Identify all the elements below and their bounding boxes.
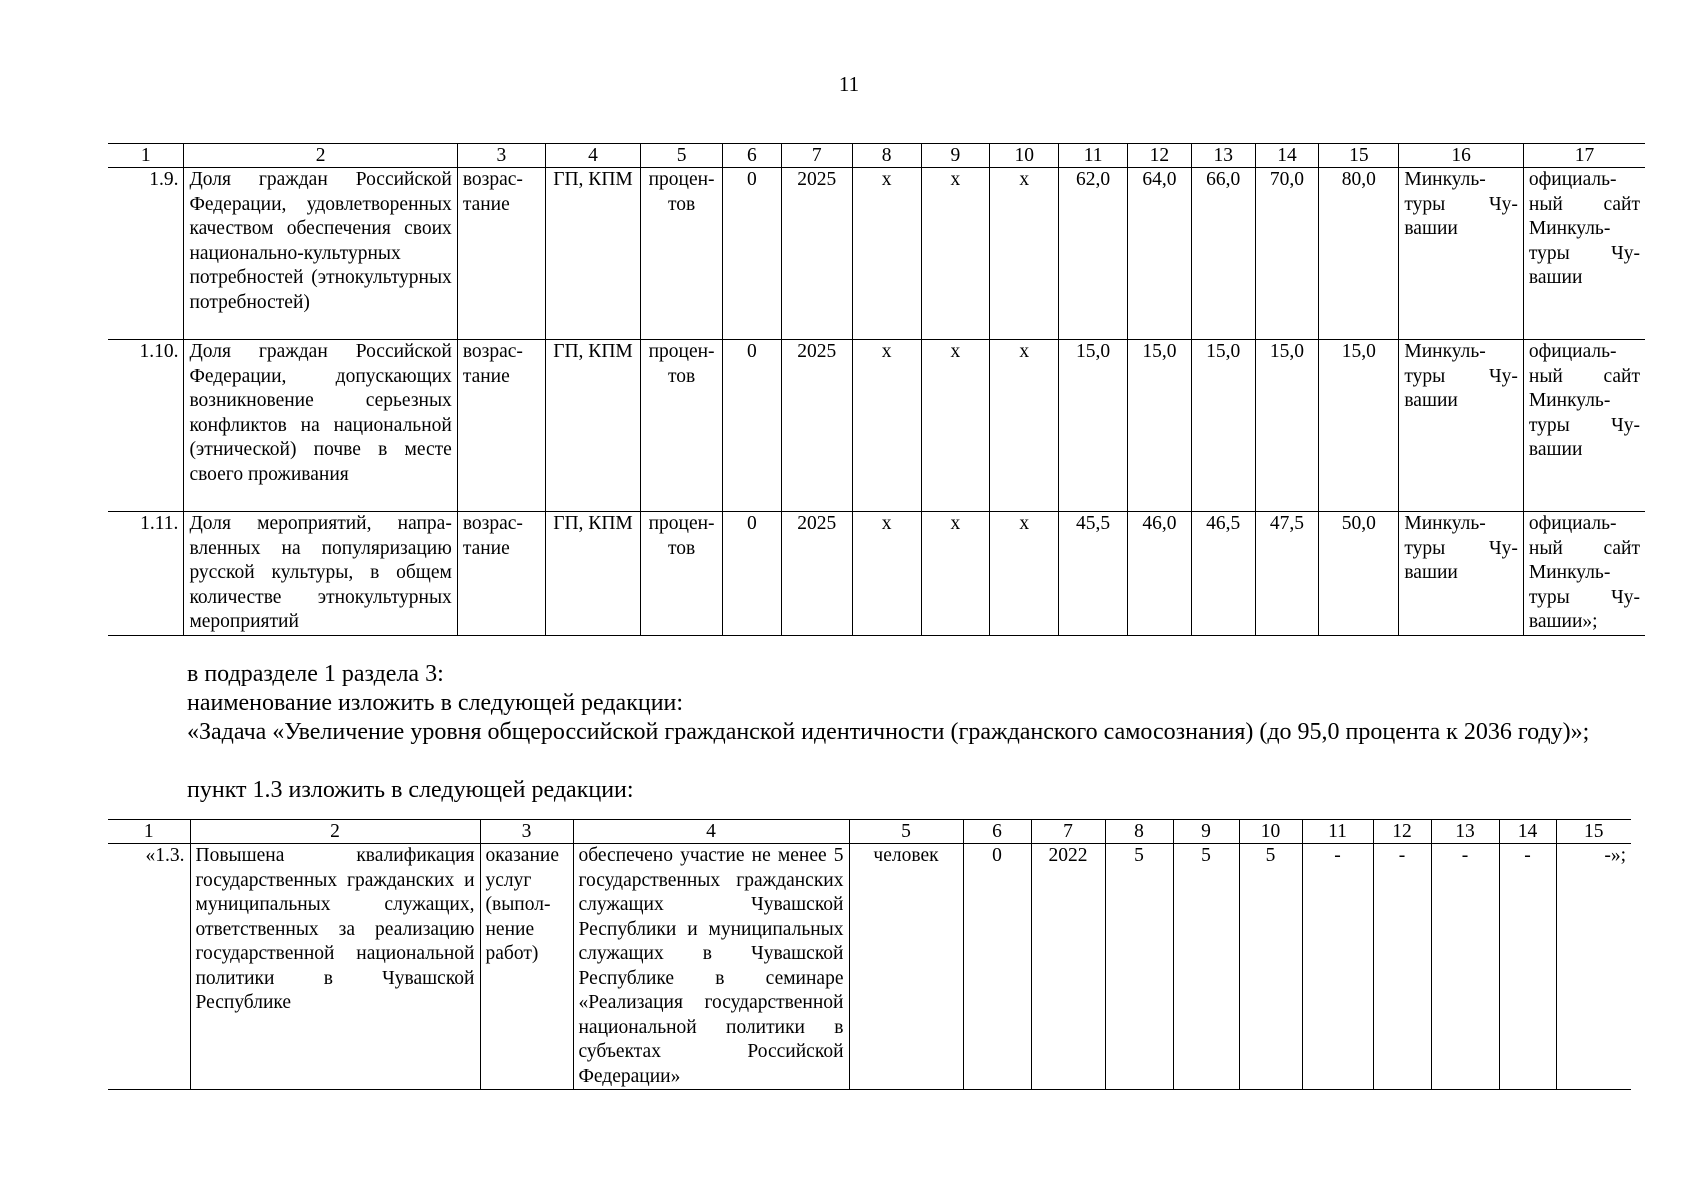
- column-header: 11: [1059, 144, 1128, 168]
- table-cell: 50,0: [1319, 512, 1399, 636]
- column-header: 5: [641, 144, 723, 168]
- table-cell: 5: [1105, 844, 1173, 1090]
- table-cell: процентов: [641, 340, 723, 512]
- column-header: 9: [1173, 820, 1239, 844]
- paragraph: «Задача «Увеличение уровня общероссийской гражданской идентичности (гражданского самосознания) (до 95,0 процента к 2036 году)»;: [187, 719, 1590, 745]
- table-cell: -: [1499, 844, 1556, 1090]
- table-cell: процентов: [641, 168, 723, 340]
- column-header: 14: [1255, 144, 1319, 168]
- table-cell: -: [1431, 844, 1499, 1090]
- table-cell: Минкультуры Чувашии: [1399, 512, 1524, 636]
- column-header: 2: [190, 820, 480, 844]
- table-cell: х: [990, 340, 1059, 512]
- column-header: 3: [480, 820, 573, 844]
- column-header: 12: [1128, 144, 1192, 168]
- column-header: 6: [963, 820, 1031, 844]
- table-cell: возрастание: [457, 168, 545, 340]
- page-number: 11: [838, 72, 860, 96]
- table-cell: -: [1302, 844, 1373, 1090]
- column-header: 3: [457, 144, 545, 168]
- table-cell: 0: [723, 340, 782, 512]
- column-header: 17: [1523, 144, 1645, 168]
- indicators-table: [108, 143, 1645, 636]
- table-cell: официальный сайт Минкультуры Чувашии: [1523, 168, 1645, 340]
- table-cell: х: [921, 168, 990, 340]
- table-cell: возрастание: [457, 340, 545, 512]
- table-cell: «1.3.: [108, 844, 190, 1090]
- table-cell: возрастание: [457, 512, 545, 636]
- table-cell: 62,0: [1059, 168, 1128, 340]
- table-cell: 0: [723, 512, 782, 636]
- table-cell: 2025: [781, 340, 852, 512]
- column-header: 13: [1431, 820, 1499, 844]
- table-cell: 1.11.: [108, 512, 184, 636]
- table-cell: 45,5: [1059, 512, 1128, 636]
- table-cell: обеспечено участие не менее 5 государственных гражданских служащих Чувашской Республики и муниципальных служащих в Чувашской Республике в семинаре «Реализация государственной национальной политики в субъектах Российской Федерации»: [573, 844, 849, 1090]
- table-cell: 2025: [781, 512, 852, 636]
- table-cell: 46,5: [1191, 512, 1255, 636]
- column-header: 16: [1399, 144, 1524, 168]
- table-cell: оказание услуг (выполнение работ): [480, 844, 573, 1090]
- table-cell: Минкультуры Чувашии: [1399, 168, 1524, 340]
- table-cell: -»;: [1556, 844, 1631, 1090]
- column-header: 7: [1031, 820, 1105, 844]
- measures-table: [108, 819, 1631, 1090]
- column-header: 10: [990, 144, 1059, 168]
- table-cell: х: [921, 512, 990, 636]
- table-cell: ГП, КПМ: [545, 512, 640, 636]
- table-cell: ГП, КПМ: [545, 168, 640, 340]
- column-header: 4: [573, 820, 849, 844]
- table-header-row: [108, 144, 1645, 168]
- table-cell: х: [990, 512, 1059, 636]
- table-cell: х: [852, 168, 921, 340]
- table-cell: 2025: [781, 168, 852, 340]
- table-cell: 64,0: [1128, 168, 1192, 340]
- table-cell: 15,0: [1255, 340, 1319, 512]
- table-cell: 5: [1239, 844, 1302, 1090]
- table-cell: х: [852, 340, 921, 512]
- table-cell: 0: [723, 168, 782, 340]
- table-cell: 47,5: [1255, 512, 1319, 636]
- paragraph: пункт 1.3 изложить в следующей редакции:: [187, 777, 634, 803]
- column-header: 1: [108, 144, 184, 168]
- table-cell: 15,0: [1319, 340, 1399, 512]
- table-cell: -: [1373, 844, 1431, 1090]
- table-cell: 15,0: [1128, 340, 1192, 512]
- table-row: [108, 844, 1631, 1090]
- column-header: 5: [849, 820, 963, 844]
- column-header: 12: [1373, 820, 1431, 844]
- column-header: 11: [1302, 820, 1373, 844]
- table-cell: х: [921, 340, 990, 512]
- table-cell: 15,0: [1191, 340, 1255, 512]
- table-cell: 70,0: [1255, 168, 1319, 340]
- column-header: 8: [1105, 820, 1173, 844]
- table-cell: 1.9.: [108, 168, 184, 340]
- table-cell: Доля мероприятий, направленных на популяризацию русской культуры, в общем количестве этнокультурных мероприятий: [184, 512, 457, 636]
- table-cell: Доля граждан Российской Федерации, удовлетворенных качеством обеспечения своих национально-культурных потребностей (этнокультурных потребностей): [184, 168, 457, 340]
- table-cell: официальный сайт Минкультуры Чувашии: [1523, 340, 1645, 512]
- paragraph: в подразделе 1 раздела 3:: [187, 661, 444, 687]
- column-header: 14: [1499, 820, 1556, 844]
- column-header: 4: [545, 144, 640, 168]
- column-header: 15: [1319, 144, 1399, 168]
- table-row: [108, 512, 1645, 636]
- column-header: 6: [723, 144, 782, 168]
- table-row: [108, 340, 1645, 512]
- table-cell: 80,0: [1319, 168, 1399, 340]
- table-cell: 5: [1173, 844, 1239, 1090]
- table-row: [108, 168, 1645, 340]
- table-cell: ГП, КПМ: [545, 340, 640, 512]
- paragraph: наименование изложить в следующей редакции:: [187, 690, 684, 716]
- column-header: 2: [184, 144, 457, 168]
- table-cell: 2022: [1031, 844, 1105, 1090]
- column-header: 15: [1556, 820, 1631, 844]
- table-header-row: [108, 820, 1631, 844]
- table-cell: 46,0: [1128, 512, 1192, 636]
- table-cell: человек: [849, 844, 963, 1090]
- table-cell: 0: [963, 844, 1031, 1090]
- table-cell: х: [990, 168, 1059, 340]
- column-header: 8: [852, 144, 921, 168]
- table-cell: 1.10.: [108, 340, 184, 512]
- table-cell: Доля граждан Российской Федерации, допускающих возникновение серьезных конфликтов на национальной (этнической) почве в месте своего проживания: [184, 340, 457, 512]
- table-cell: 66,0: [1191, 168, 1255, 340]
- column-header: 9: [921, 144, 990, 168]
- table-cell: х: [852, 512, 921, 636]
- table-cell: Повышена квалификация государственных гражданских и муниципальных служащих, ответственных за реализацию государственной национальной политики в Чувашской Республике: [190, 844, 480, 1090]
- table-cell: официальный сайт Минкультуры Чувашии»;: [1523, 512, 1645, 636]
- column-header: 1: [108, 820, 190, 844]
- column-header: 13: [1191, 144, 1255, 168]
- table-cell: Минкультуры Чувашии: [1399, 340, 1524, 512]
- table-cell: 15,0: [1059, 340, 1128, 512]
- column-header: 7: [781, 144, 852, 168]
- column-header: 10: [1239, 820, 1302, 844]
- table-cell: процентов: [641, 512, 723, 636]
